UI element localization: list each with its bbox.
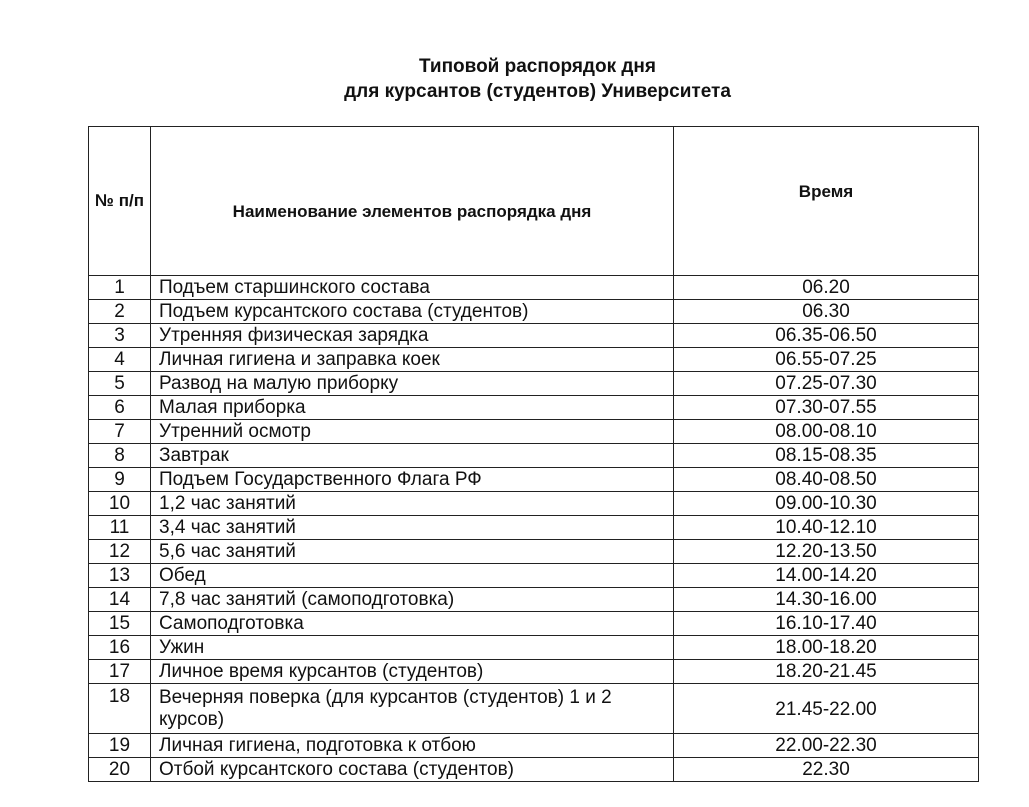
schedule-table <box>88 126 979 782</box>
row-time: 14.30-16.00 <box>674 588 979 612</box>
table-row <box>89 612 979 636</box>
row-time: 09.00-10.30 <box>674 492 979 516</box>
table-header-row <box>89 127 979 276</box>
row-number: 8 <box>89 444 151 468</box>
row-time: 08.15-08.35 <box>674 444 979 468</box>
table-row <box>89 372 979 396</box>
table-row <box>89 276 979 300</box>
row-number: 9 <box>89 468 151 492</box>
table-row <box>89 636 979 660</box>
table-row <box>89 492 979 516</box>
table-row <box>89 588 979 612</box>
row-time: 07.30-07.55 <box>674 396 979 420</box>
row-time: 12.20-13.50 <box>674 540 979 564</box>
table-row <box>89 396 979 420</box>
document-subtitle: для курсантов (студентов) Университета <box>344 81 731 102</box>
row-time: 08.00-08.10 <box>674 420 979 444</box>
row-number: 10 <box>89 492 151 516</box>
table-body <box>89 276 979 782</box>
row-time: 10.40-12.10 <box>674 516 979 540</box>
row-number: 2 <box>89 300 151 324</box>
table-row <box>89 540 979 564</box>
row-number: 16 <box>89 636 151 660</box>
row-number: 6 <box>89 396 151 420</box>
table-row <box>89 444 979 468</box>
row-name: Утренний осмотр <box>151 420 674 444</box>
row-name: Отбой курсантского состава (студентов) <box>151 758 674 782</box>
table-row <box>89 468 979 492</box>
row-time: 07.25-07.30 <box>674 372 979 396</box>
row-time: 14.00-14.20 <box>674 564 979 588</box>
header-name: Наименование элементов распорядка дня <box>151 127 674 276</box>
row-time: 18.20-21.45 <box>674 660 979 684</box>
header-number: № п/п <box>89 127 151 276</box>
row-time: 22.00-22.30 <box>674 734 979 758</box>
row-name: 3,4 час занятий <box>151 516 674 540</box>
table-row <box>89 564 979 588</box>
row-time: 08.40-08.50 <box>674 468 979 492</box>
row-name: Личное время курсантов (студентов) <box>151 660 674 684</box>
row-number: 14 <box>89 588 151 612</box>
row-name: Личная гигиена, подготовка к отбою <box>151 734 674 758</box>
table-row <box>89 758 979 782</box>
row-time: 06.30 <box>674 300 979 324</box>
table-row <box>89 348 979 372</box>
row-name: Обед <box>151 564 674 588</box>
table-row <box>89 734 979 758</box>
row-name: Личная гигиена и заправка коек <box>151 348 674 372</box>
row-number: 18 <box>89 684 151 734</box>
row-name: 5,6 час занятий <box>151 540 674 564</box>
row-time: 21.45-22.00 <box>674 684 979 734</box>
row-time: 18.00-18.20 <box>674 636 979 660</box>
row-number: 3 <box>89 324 151 348</box>
document-title: Типовой распорядок дня <box>419 56 656 77</box>
row-name: Подъем курсантского состава (студентов) <box>151 300 674 324</box>
row-name: Подъем старшинского состава <box>151 276 674 300</box>
row-name: Самоподготовка <box>151 612 674 636</box>
header-time: Время <box>674 127 979 276</box>
row-name: Малая приборка <box>151 396 674 420</box>
row-number: 15 <box>89 612 151 636</box>
row-name: 7,8 час занятий (самоподготовка) <box>151 588 674 612</box>
row-time: 06.35-06.50 <box>674 324 979 348</box>
table-row <box>89 420 979 444</box>
row-number: 12 <box>89 540 151 564</box>
row-number: 5 <box>89 372 151 396</box>
table-row <box>89 300 979 324</box>
row-time: 06.55-07.25 <box>674 348 979 372</box>
table-row <box>89 684 979 734</box>
row-time: 16.10-17.40 <box>674 612 979 636</box>
row-name: Подъем Государственного Флага РФ <box>151 468 674 492</box>
row-number: 19 <box>89 734 151 758</box>
row-name: Завтрак <box>151 444 674 468</box>
row-name: Развод на малую приборку <box>151 372 674 396</box>
row-number: 7 <box>89 420 151 444</box>
row-number: 4 <box>89 348 151 372</box>
table-row <box>89 324 979 348</box>
row-time: 22.30 <box>674 758 979 782</box>
row-time: 06.20 <box>674 276 979 300</box>
row-number: 13 <box>89 564 151 588</box>
table-row <box>89 660 979 684</box>
table-row <box>89 516 979 540</box>
row-number: 1 <box>89 276 151 300</box>
row-number: 11 <box>89 516 151 540</box>
row-name: 1,2 час занятий <box>151 492 674 516</box>
row-name: Ужин <box>151 636 674 660</box>
row-name: Утренняя физическая зарядка <box>151 324 674 348</box>
row-number: 20 <box>89 758 151 782</box>
row-name: Вечерняя поверка (для курсантов (студентов) 1 и 2 курсов) <box>151 684 674 734</box>
row-number: 17 <box>89 660 151 684</box>
